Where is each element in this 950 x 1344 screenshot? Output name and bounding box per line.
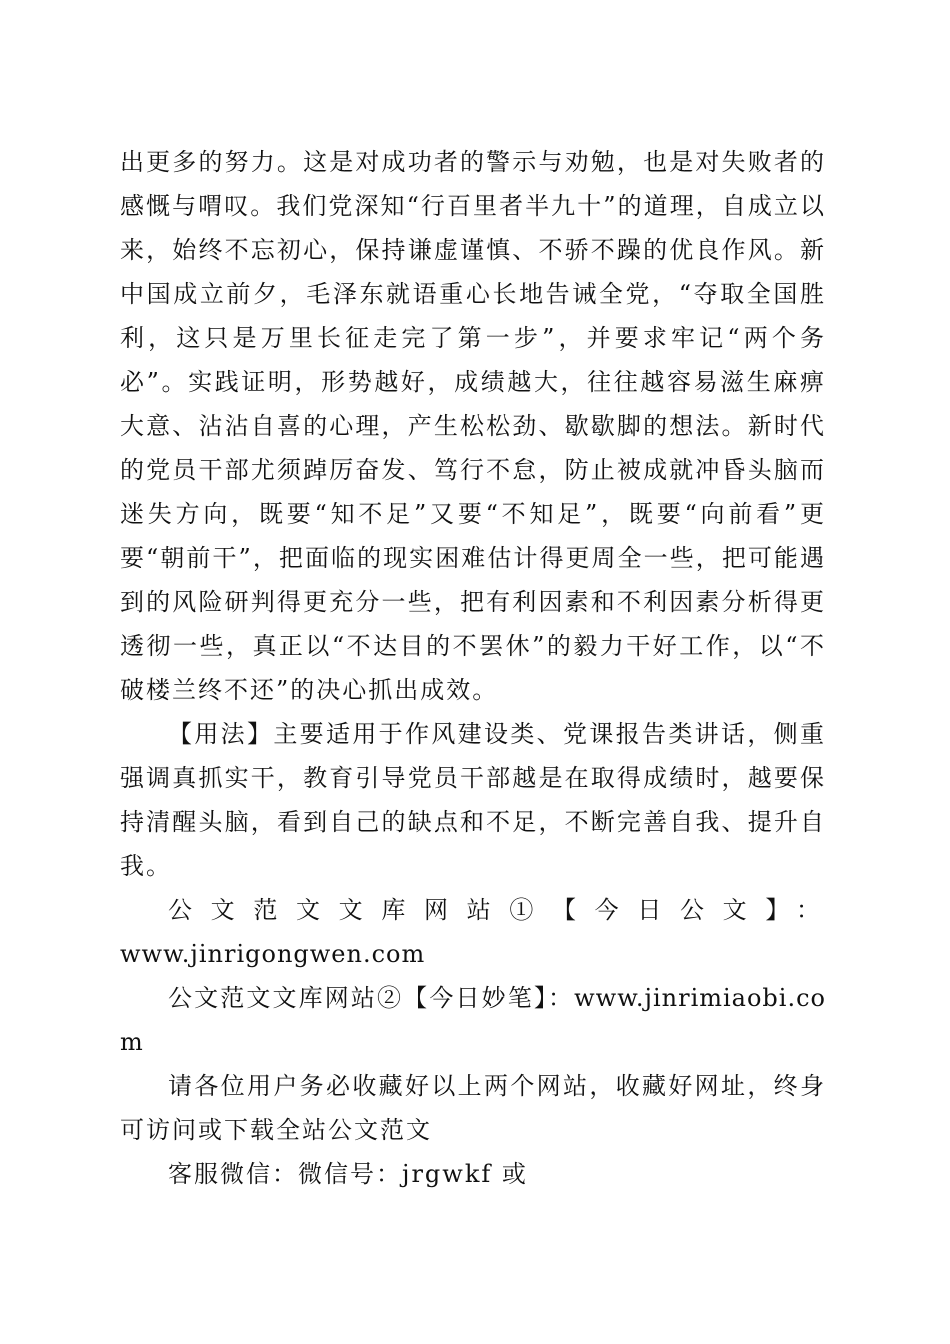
usage-paragraph: 【用法】主要适用于作风建设类、党课报告类讲话，侧重强调真抓实干，教育引导党员干部越是在取得成绩时，越要保持清醒头脑，看到自己的缺点和不足，不断完善自我、提升自我。	[120, 720, 826, 880]
site2-line: 公文范文文库网站②【今日妙笔】：www.jinrimiaobi.com	[120, 984, 826, 1056]
site1-url: www.jinrigongwen.com	[120, 940, 426, 968]
body-paragraph-1: 出更多的努力。这是对成功者的警示与劝勉，也是对失败者的感慨与喟叹。我们党深知“行百里者半九十”的道理，自成立以来，始终不忘初心，保持谦虚谨慎、不骄不躁的优良作风。新中国成立前夕，毛泽东就语重心长地告诫全党，“夺取全国胜利，这只是万里长征走完了第一步”，并要求牢记“两个务必”。实践证明，形势越好，成绩越大，往往越容易滋生麻痹大意、沾沾自喜的心理，产生松松劲、歇歇脚的想法。新时代的党员干部尤须踔厉奋发、笃行不怠，防止被成就冲昏头脑而迷失方向，既要“知不足”又要“不知足”，既要“向前看”更要“朝前干”，把面临的现实困难估计得更周全一些，把可能遇到的风险研判得更充分一些，把有利因素和不利因素分析得更透彻一些，真正以“不达目的不罢休”的毅力干好工作，以“不破楼兰终不还”的决心抓出成效。	[120, 148, 826, 704]
service-line: 客服微信：微信号：jrgwkf 或	[168, 1160, 528, 1188]
site1-label: 公文范文文库网站①【今日公文】：	[168, 896, 826, 924]
document-page	[120, 140, 826, 1196]
notice-paragraph: 请各位用户务必收藏好以上两个网站，收藏好网址，终身可访问或下载全站公文范文	[120, 1072, 826, 1144]
